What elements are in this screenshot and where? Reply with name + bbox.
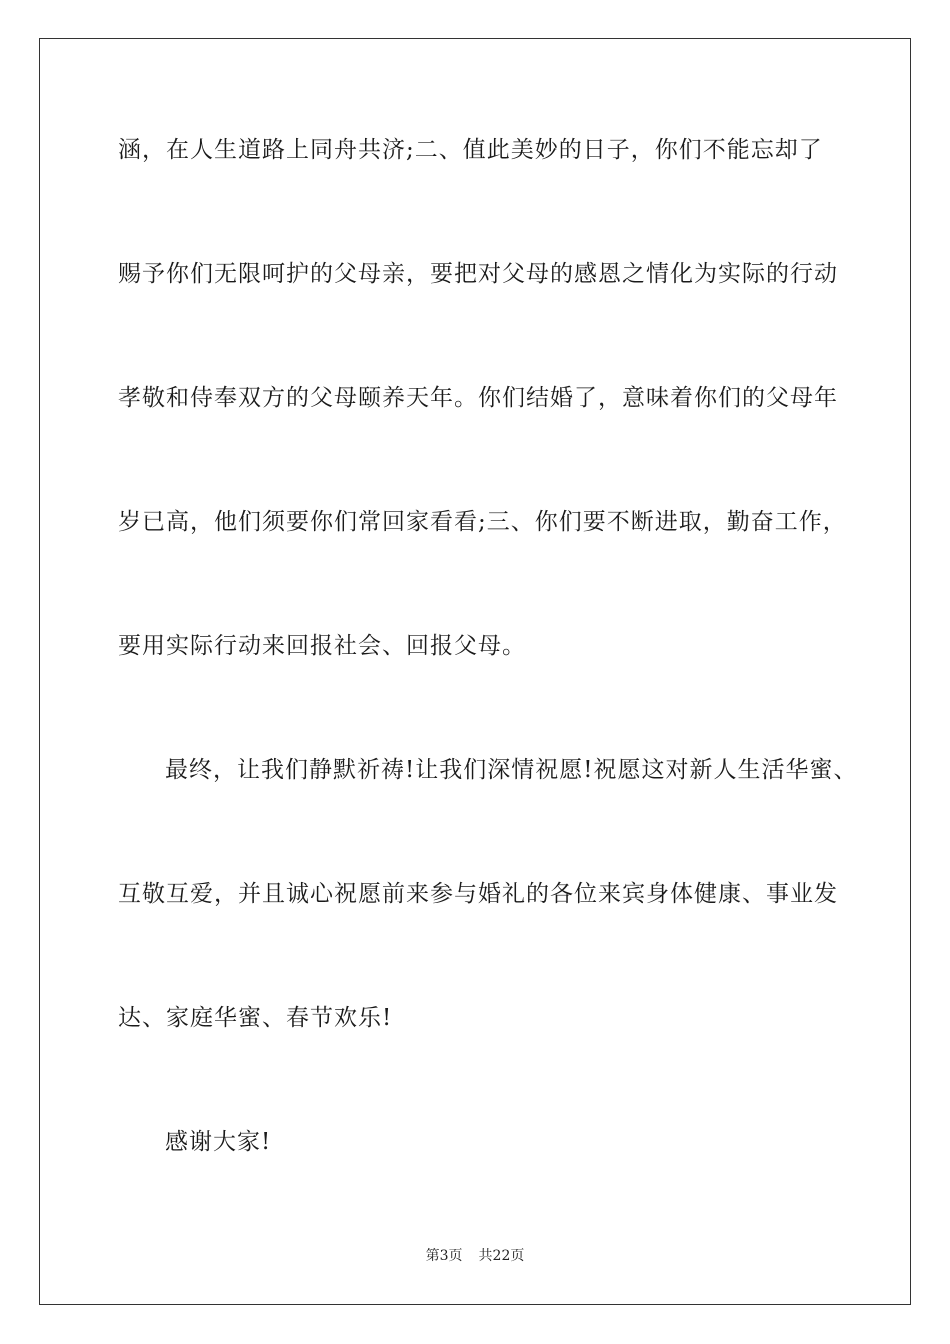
paragraph-line: 岁已高，他们须要你们常回家看看;三、你们要不断进取，勤奋工作，: [118, 509, 847, 535]
paragraph-line: 最终，让我们静默祈祷!让我们深情祝愿!祝愿这对新人生活华蜜、: [165, 757, 858, 783]
page-frame: [39, 38, 911, 1305]
page-footer: [0, 1246, 950, 1266]
paragraph-line: 赐予你们无限呵护的父母亲，要把对父母的感恩之情化为实际的行动: [118, 261, 838, 287]
paragraph-line: 达、家庭华蜜、春节欢乐!: [118, 1005, 393, 1031]
paragraph-line: 要用实际行动来回报社会、回报父母。: [118, 633, 526, 659]
paragraph-line: 孝敬和侍奉双方的父母颐养天年。你们结婚了，意味着你们的父母年: [118, 385, 838, 411]
page-total: 共22页: [478, 1248, 525, 1264]
page-number: 第3页: [425, 1248, 463, 1264]
paragraph-line: 涵，在人生道路上同舟共济;二、值此美妙的日子，你们不能忘却了: [118, 137, 823, 163]
paragraph-line: 感谢大家!: [165, 1129, 272, 1155]
paragraph-line: 互敬互爱，并且诚心祝愿前来参与婚礼的各位来宾身体健康、事业发: [118, 881, 838, 907]
